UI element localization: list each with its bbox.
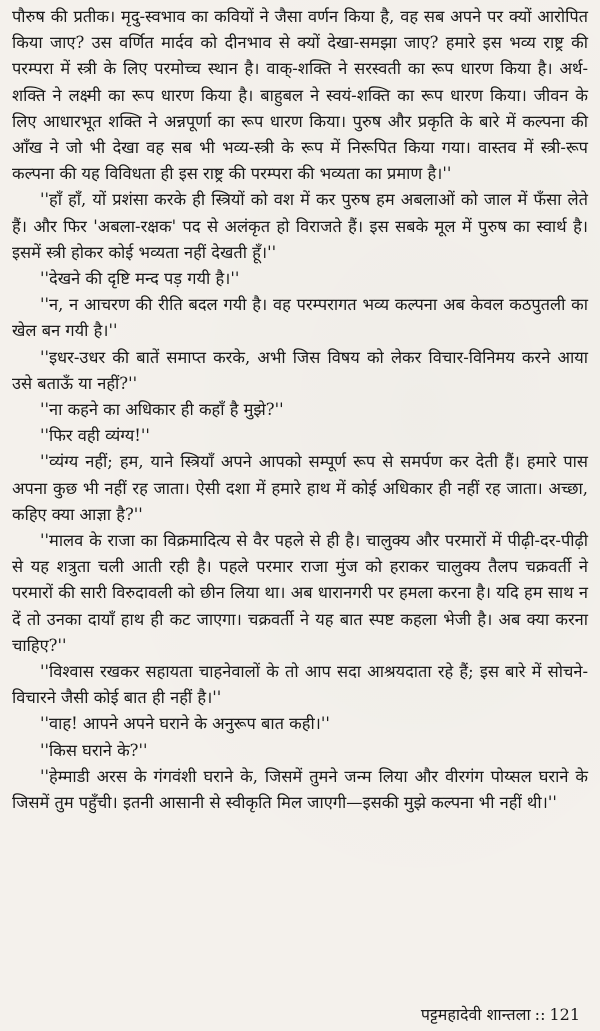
paragraph: ''हाँ हाँ, यों प्रशंसा करके ही स्त्रियों को वश में कर पुरुष हम अबलाओं को जाल में फँसा लेते हैं। और फिर 'अबला-रक्षक' पद से अलंकृत हो विराजते हैं। इस सबके मूल में पुरुष का स्वार्थ है। इसमें स्त्री होकर कोई भव्यता नहीं देखती हूँ।'' xyxy=(12,190,588,262)
paragraph: ''इधर-उधर की बातें समाप्त करके, अभी जिस विषय को लेकर विचार-विनिमय करने आया उसे बताऊँ या नहीं?'' xyxy=(12,347,588,393)
paragraph: पौरुष की प्रतीक। मृदु-स्वभाव का कवियों ने जैसा वर्णन किया है, वह सब अपने पर क्यों आरोपित किया जाए? उस वर्णित मार्दव को दीनभाव से क्यों देखा-समझा जाए? हमारे इस भव्य राष्ट्र की परम्परा में स्त्री के लिए परमोच्च स्थान है। वाक्-शक्ति ने सरस्वती का रूप धारण किया है। अर्थ-शक्ति ने लक्ष्मी का रूप धारण किया है। बाहुबल ने स्वयं-शक्ति का रूप धारण किया। जीवन के लिए आधारभूत शक्ति ने अन्नपूर्णा का रूप धारण किया। पुरुष और प्रकृति के बारे में कल्पना की आँख ने जो भी देखा वह सब भी भव्य-स्त्री के रूप में निरूपित किया गया। वास्तव में स्त्री-रूप कल्पना की यह विविधता ही इस राष्ट्र की परम्परा की भव्यता का प्रमाण है।'' xyxy=(12,7,588,184)
footer-separator: :: xyxy=(534,1005,546,1024)
running-title: पट्टमहादेवी शान्तला xyxy=(420,1005,531,1024)
paragraph: ''फिर वही व्यंग्य!'' xyxy=(40,426,150,446)
paragraph: ''देखने की दृष्टि मन्द पड़ गयी है।'' xyxy=(40,269,240,289)
paragraph: ''ना कहने का अधिकार ही कहाँ है मुझे?'' xyxy=(40,400,284,420)
paragraph: ''विश्वास रखकर सहायता चाहनेवालों के तो आप सदा आश्रयदाता रहे हैं; इस बारे में सोचने-विचारने जैसी कोई बात ही नहीं है।'' xyxy=(12,662,588,708)
paragraph: ''हेम्माडी अरस के गंगवंशी घराने के, जिसमें तुमने जन्म लिया और वीरगंग पोय्सल घराने के जिसमें तुम पहुँची। इतनी आसानी से स्वीकृति मिल जाएगी—इसकी मुझे कल्पना भी नहीं थी।'' xyxy=(12,766,588,813)
page-footer xyxy=(421,1003,580,1025)
paragraph: ''न, न आचरण की रीति बदल गयी है। वह परम्परागत भव्य कल्पना अब केवल कठपुतली का खेल बन गयी है।'' xyxy=(12,295,588,341)
paragraph: ''मालव के राजा का विक्रमादित्य से वैर पहले से ही है। चालुक्य और परमारों में पीढ़ी-दर-पीढ़ी से यह शत्रुता चली आती रही है। पहले परमार राजा मुंज को हराकर चालुक्य तैलप चक्रवर्ती ने परमारों की सारी विरुदावली को छीन लिया था। अब धारानगरी पर हमला करना है। यदि हम साथ न दें तो उनका दायाँ हाथ ही कट जाएगा। चक्रवर्ती ने यह बात स्पष्ट कहला भेजी है। अब क्या करना चाहिए?'' xyxy=(12,531,588,655)
page-body xyxy=(12,4,588,816)
paragraph: ''व्यंग्य नहीं; हम, याने स्त्रियाँ अपने आपको सम्पूर्ण रूप से समर्पण कर देती हैं। हमारे पास अपना कुछ भी नहीं रह जाता। ऐसी दशा में हमारे हाथ में कोई अधिकार ही नहीं रह जाता। अच्छा, कहिए क्या आज्ञा है?'' xyxy=(12,452,588,524)
paragraph: ''किस घराने के?'' xyxy=(40,740,148,760)
paragraph: ''वाह! आपने अपने घराने के अनुरूप बात कही।'' xyxy=(40,714,330,734)
page-number: 121 xyxy=(549,1005,580,1024)
